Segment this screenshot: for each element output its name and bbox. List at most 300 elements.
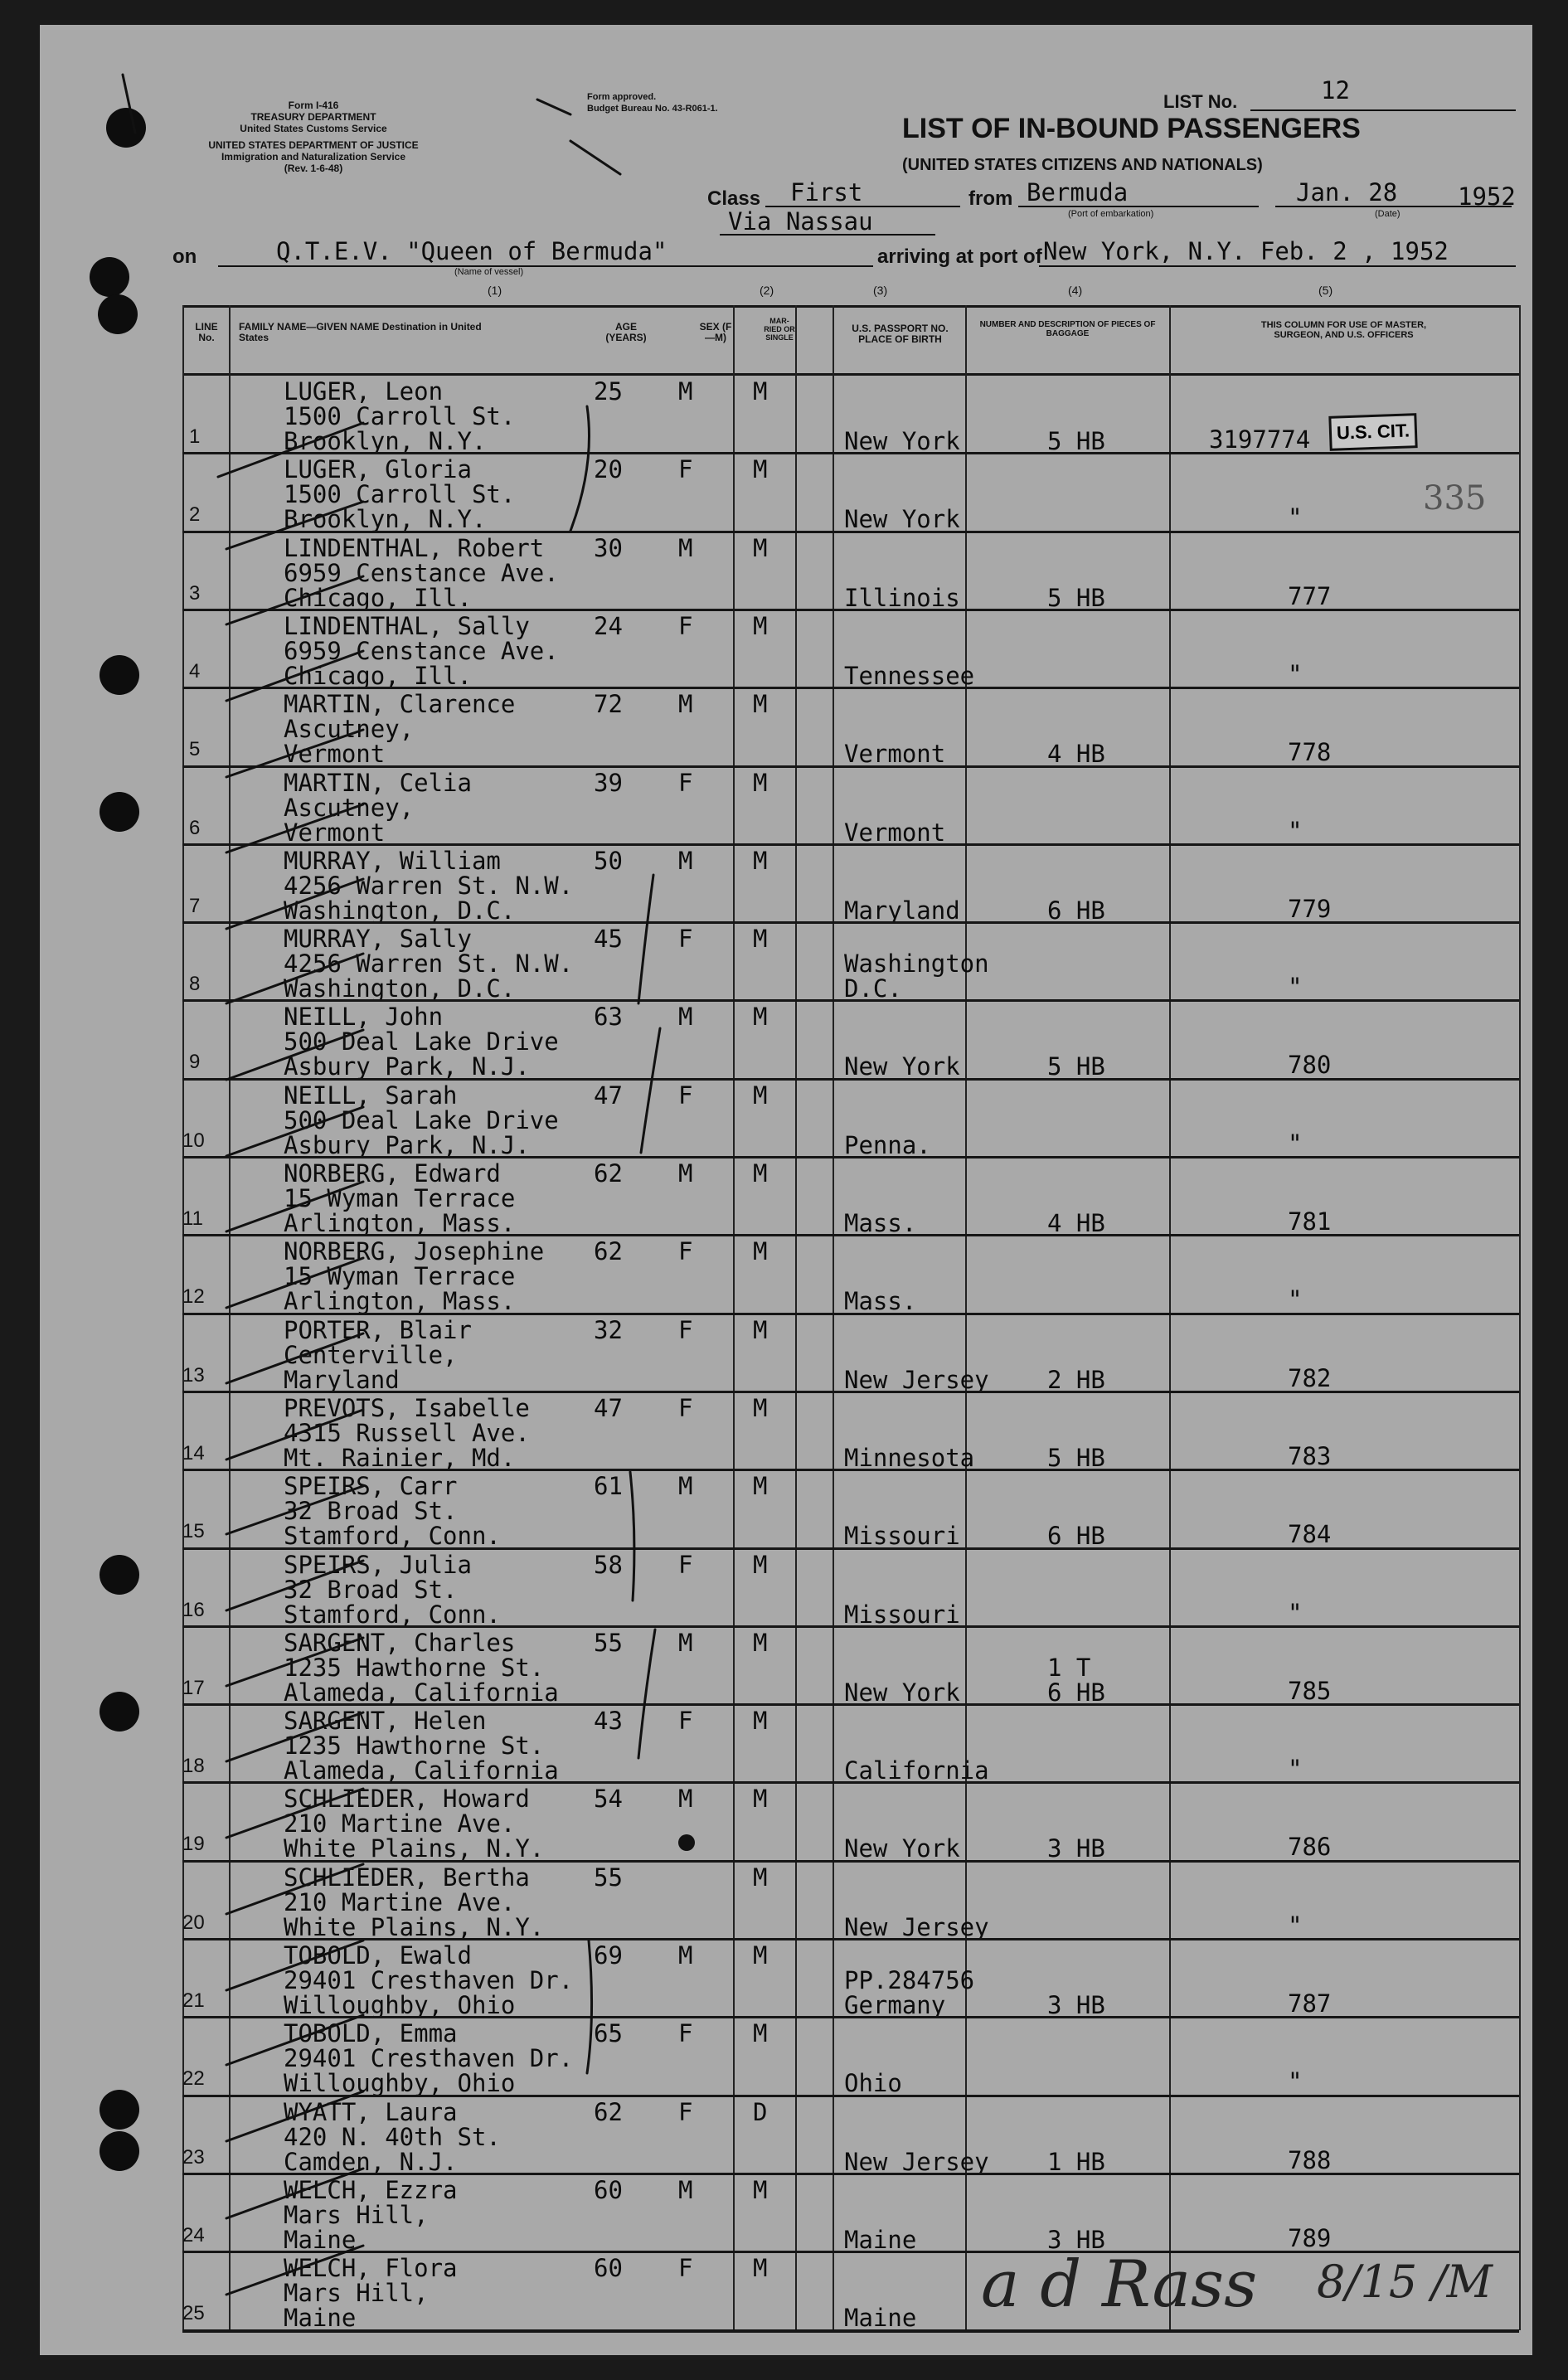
age: 39: [594, 768, 623, 797]
header-line-no: LINE No.: [195, 321, 218, 343]
marital-status: M: [753, 925, 768, 954]
passenger-name: NEILL, John: [284, 1003, 444, 1032]
line-number: 19: [182, 1833, 205, 1856]
age: 54: [594, 1785, 623, 1814]
line-number: 11: [182, 1207, 203, 1230]
sex: F: [678, 1081, 693, 1110]
sex: M: [678, 846, 693, 875]
sex: M: [678, 1785, 693, 1814]
officer-number: ": [1288, 1129, 1303, 1158]
age: 55: [594, 1863, 623, 1892]
address-city: White Plains, N.Y.: [284, 1834, 545, 1863]
row-border: [182, 1781, 1519, 1784]
officer-number: 783: [1288, 1441, 1332, 1470]
place-of-birth: New Jersey: [844, 1912, 989, 1941]
budget-bureau: Budget Bureau No. 43-R061-1.: [587, 104, 718, 114]
date-underline: [1275, 206, 1512, 207]
address-line: 1235 Hawthorne St.: [284, 1653, 545, 1682]
passenger-name: SCHLIEDER, Howard: [284, 1785, 530, 1814]
address-city: Asbury Park, N.J.: [284, 1052, 530, 1081]
row-border: [182, 921, 1519, 924]
punch-hole: [100, 2131, 139, 2171]
address-line: Mars Hill,: [284, 2200, 429, 2229]
row-border: [182, 2095, 1519, 2097]
line-number: 17: [182, 1676, 205, 1699]
passenger-name: SCHLIEDER, Bertha: [284, 1863, 530, 1892]
age: 50: [594, 846, 623, 875]
manifest-subtitle: (UNITED STATES CITIZENS AND NATIONALS): [902, 156, 1263, 174]
address-line: 6959 Censtance Ave.: [284, 558, 559, 587]
passenger-name: MARTIN, Celia: [284, 768, 472, 797]
signature-note: 8/15 /M: [1317, 2256, 1493, 2308]
row-border: [182, 1313, 1519, 1315]
line-number: 10: [182, 1129, 205, 1152]
place-of-birth: Vermont: [844, 740, 946, 769]
form-number: Form I-416: [288, 100, 339, 111]
ins-line: Immigration and Naturalization Service: [221, 151, 406, 163]
sex: F: [678, 1393, 693, 1422]
passenger-name: WELCH, Ezzra: [284, 2175, 458, 2204]
age: 72: [594, 690, 623, 719]
row-border: [182, 1547, 1519, 1550]
address-line: 15 Wyman Terrace: [284, 1262, 516, 1291]
baggage: 5 HB: [1047, 1052, 1105, 1081]
place-of-birth: New Jersey: [844, 1365, 989, 1394]
baggage: 6 HB: [1047, 1678, 1105, 1707]
passenger-name: SPEIRS, Carr: [284, 1472, 458, 1501]
date-caption: (Date): [1375, 209, 1401, 219]
line-number: 1: [189, 425, 201, 448]
age: 47: [594, 1393, 623, 1422]
officer-number: ": [1288, 503, 1303, 532]
address-line: 4256 Warren St. N.W.: [284, 871, 574, 900]
marital-status: M: [753, 2019, 768, 2048]
marital-status: M: [753, 2254, 768, 2283]
sex: M: [678, 1628, 693, 1657]
header-name: FAMILY NAME—GIVEN NAME Destination in United States: [239, 321, 482, 343]
marital-status: M: [753, 1237, 768, 1266]
address-city: Maine: [284, 2304, 357, 2333]
line-number: 4: [189, 659, 201, 682]
punch-hole: [100, 792, 139, 832]
sex: M: [678, 690, 693, 719]
sex: F: [678, 1315, 693, 1344]
officer-number: ": [1288, 973, 1303, 1002]
sex: M: [678, 2175, 693, 2204]
address-line: Ascutney,: [284, 793, 415, 822]
row-border: [182, 1860, 1519, 1863]
marital-status: D: [753, 2097, 768, 2126]
sex: F: [678, 768, 693, 797]
column-number: (3): [873, 284, 888, 297]
address-city: Willoughby, Ohio: [284, 1991, 516, 2019]
punch-hole: [98, 294, 138, 334]
address-city: Stamford, Conn.: [284, 1522, 501, 1551]
line-number: 7: [189, 894, 201, 917]
passenger-name: LUGER, Gloria: [284, 455, 472, 484]
passenger-name: SARGENT, Charles: [284, 1628, 516, 1657]
officer-number: 780: [1288, 1051, 1332, 1080]
line-number: 15: [182, 1520, 205, 1543]
age: 32: [594, 1315, 623, 1344]
line-number: 25: [182, 2302, 205, 2325]
age: 25: [594, 377, 623, 406]
date-value: Jan. 28: [1296, 178, 1398, 206]
row-border: [182, 2173, 1519, 2175]
from-label: from: [968, 187, 1013, 210]
address-city: Brooklyn, N.Y.: [284, 427, 487, 455]
sex: M: [678, 1159, 693, 1188]
address-city: Arlington, Mass.: [284, 1287, 516, 1316]
passenger-name: NORBERG, Edward: [284, 1159, 501, 1188]
age: 62: [594, 2097, 623, 2126]
row-border: [182, 531, 1519, 533]
row-border: [182, 1391, 1519, 1393]
baggage: 5 HB: [1047, 583, 1105, 612]
officer-number: ": [1288, 816, 1303, 845]
sex: M: [678, 1941, 693, 1970]
place-of-birth: Tennessee: [844, 661, 975, 690]
place-of-birth-extra: PP.284756: [844, 1966, 975, 1994]
address-line: 32 Broad St.: [284, 1575, 458, 1604]
row-border: [182, 452, 1519, 454]
address-line: 210 Martine Ave.: [284, 1809, 516, 1838]
baggage: 6 HB: [1047, 1522, 1105, 1551]
marital-status: M: [753, 533, 768, 562]
line-number: 13: [182, 1363, 205, 1387]
header-bottom-border: [182, 373, 1519, 376]
us-citizen-stamp: U.S. CIT.: [1328, 413, 1417, 451]
baggage: 4 HB: [1047, 1209, 1105, 1237]
passenger-name: NEILL, Sarah: [284, 1081, 458, 1110]
address-line: Ascutney,: [284, 715, 415, 744]
officer-number: ": [1288, 2067, 1303, 2096]
officer-number: 777: [1288, 581, 1332, 610]
passenger-name: TOBOLD, Emma: [284, 2019, 458, 2048]
manifest-title: LIST OF IN-BOUND PASSENGERS: [902, 113, 1361, 144]
baggage: 4 HB: [1047, 740, 1105, 769]
form-approved: Form approved.: [587, 92, 657, 102]
line-number: 9: [189, 1051, 201, 1074]
officer-number: 784: [1288, 1520, 1332, 1549]
age: 45: [594, 925, 623, 954]
line-number: 12: [182, 1285, 205, 1309]
column-number: (4): [1068, 284, 1083, 297]
vessel-value: Q.T.E.V. "Queen of Bermuda": [276, 237, 667, 265]
age: 69: [594, 1941, 623, 1970]
line-number: 16: [182, 1598, 205, 1621]
passenger-name: SPEIRS, Julia: [284, 1550, 472, 1579]
baggage: 5 HB: [1047, 427, 1105, 455]
place-of-birth: Maryland: [844, 896, 960, 925]
officer-number: ": [1288, 1755, 1303, 1784]
address-city: Willoughby, Ohio: [284, 2069, 516, 2098]
row-border: [182, 765, 1519, 768]
row-border: [182, 1938, 1519, 1940]
address-city: White Plains, N.Y.: [284, 1912, 545, 1941]
revision-line: (Rev. 1-6-48): [284, 163, 343, 174]
marital-status: M: [753, 1472, 768, 1501]
via-value: Via Nassau: [728, 207, 873, 236]
baggage: 1 HB: [1047, 2147, 1105, 2176]
marital-status: M: [753, 2175, 768, 2204]
address-city: Alameda, California: [284, 1756, 559, 1785]
place-of-birth: New York: [844, 1834, 960, 1863]
list-no-underline: [1250, 109, 1516, 111]
address-line: Mars Hill,: [284, 2279, 429, 2308]
line-number: 20: [182, 1911, 205, 1934]
marital-status: M: [753, 455, 768, 484]
row-border: [182, 1469, 1519, 1471]
marital-status: M: [753, 1315, 768, 1344]
baggage: 5 HB: [1047, 1443, 1105, 1472]
address-city: Vermont: [284, 740, 386, 769]
line-number: 14: [182, 1441, 205, 1464]
age: 30: [594, 533, 623, 562]
place-of-birth: Germany: [844, 1991, 946, 2019]
place-of-birth: Mass.: [844, 1287, 917, 1316]
officer-number: 789: [1288, 2223, 1332, 2252]
address-city: Maryland: [284, 1365, 400, 1394]
row-border: [182, 1625, 1519, 1628]
place-of-birth: Mass.: [844, 1209, 917, 1237]
row-border: [182, 2016, 1519, 2018]
baggage: 3 HB: [1047, 1991, 1105, 2019]
sex: F: [678, 611, 693, 640]
marital-status: M: [753, 1081, 768, 1110]
sex: M: [678, 377, 693, 406]
age: 63: [594, 1003, 623, 1032]
arrival-underline: [1039, 265, 1516, 267]
line-number: 2: [189, 503, 201, 527]
place-of-birth: Minnesota: [844, 1443, 975, 1472]
passenger-name: SARGENT, Helen: [284, 1707, 487, 1736]
page-number: 335: [1423, 479, 1487, 517]
sex: F: [678, 2097, 693, 2126]
punch-hole: [100, 655, 139, 695]
address-line: 1235 Hawthorne St.: [284, 1732, 545, 1761]
sex: F: [678, 1237, 693, 1266]
punch-hole: [90, 257, 129, 297]
officer-number: 3197774: [1209, 425, 1311, 454]
baggage: 3 HB: [1047, 2225, 1105, 2254]
header-age: AGE (YEARS): [605, 321, 647, 343]
marital-status: M: [753, 846, 768, 875]
officer-number: 779: [1288, 894, 1332, 923]
line-number: 8: [189, 973, 201, 996]
line-number: 6: [189, 816, 201, 839]
passenger-name: MARTIN, Clarence: [284, 690, 516, 719]
age: 47: [594, 1081, 623, 1110]
address-city: Alameda, California: [284, 1678, 559, 1707]
address-city: Arlington, Mass.: [284, 1209, 516, 1237]
officer-number: 781: [1288, 1207, 1332, 1236]
address-line: 4315 Russell Ave.: [284, 1418, 530, 1447]
passenger-name: PREVOTS, Isabelle: [284, 1393, 530, 1422]
row-border: [182, 2329, 1519, 2332]
line-number: 22: [182, 2067, 205, 2091]
marital-status: M: [753, 1393, 768, 1422]
address-city: Chicago, Ill.: [284, 661, 472, 690]
line-number: 3: [189, 581, 201, 605]
officer-number: 786: [1288, 1833, 1332, 1862]
officer-number: 782: [1288, 1363, 1332, 1392]
sex: F: [678, 2254, 693, 2283]
row-border: [182, 2251, 1519, 2253]
punch-hole: [100, 2090, 139, 2130]
row-border: [182, 843, 1519, 846]
column-number: (1): [488, 284, 502, 297]
address-line: 6959 Censtance Ave.: [284, 636, 559, 665]
punch-hole: [106, 108, 146, 148]
line-number: 24: [182, 2223, 205, 2246]
address-city: Washington, D.C.: [284, 974, 516, 1003]
row-border: [182, 1156, 1519, 1158]
officer-signature: a d Rass: [981, 2247, 1258, 2322]
table-top-border: [182, 305, 1519, 308]
row-border: [182, 1234, 1519, 1236]
class-value: First: [790, 178, 863, 206]
passenger-name: LUGER, Leon: [284, 377, 444, 406]
class-label: Class: [707, 187, 761, 210]
marital-status: M: [753, 1941, 768, 1970]
sex: M: [678, 1472, 693, 1501]
passenger-name: WYATT, Laura: [284, 2097, 458, 2126]
place-of-birth: California: [844, 1756, 989, 1785]
row-border: [182, 1703, 1519, 1706]
from-value: Bermuda: [1027, 178, 1129, 206]
header-sex: SEX (F—M): [699, 321, 732, 343]
row-border: [182, 687, 1519, 689]
line-number: 21: [182, 1989, 205, 2012]
column-number: (5): [1318, 284, 1333, 297]
header-officers: THIS COLUMN FOR USE OF MASTER, SURGEON, AND U.S. OFFICERS: [1260, 320, 1427, 340]
place-of-birth: New York: [844, 505, 960, 534]
marital-status: M: [753, 1707, 768, 1736]
age: 24: [594, 611, 623, 640]
officer-number: ": [1288, 1598, 1303, 1627]
address-city: Vermont: [284, 818, 386, 847]
passenger-name: TOBOLD, Ewald: [284, 1941, 472, 1970]
marital-status: M: [753, 611, 768, 640]
manifest-sheet: [40, 25, 1532, 2355]
arrival-port-value: New York, N.Y. Feb. 2 , 1952: [1043, 237, 1449, 265]
age: 61: [594, 1472, 623, 1501]
sex: M: [678, 1003, 693, 1032]
place-of-birth: Penna.: [844, 1130, 931, 1159]
address-line: 29401 Cresthaven Dr.: [284, 2044, 574, 2073]
marital-status: M: [753, 1785, 768, 1814]
marital-status: M: [753, 1003, 768, 1032]
row-border: [182, 999, 1519, 1002]
sex: F: [678, 925, 693, 954]
marital-status: M: [753, 1550, 768, 1579]
port-embark-caption: (Port of embarkation): [1068, 209, 1154, 219]
on-label: on: [172, 245, 197, 268]
officer-number: ": [1288, 1911, 1303, 1940]
address-line: 210 Martine Ave.: [284, 1887, 516, 1916]
place-of-birth: D.C.: [844, 974, 902, 1003]
passenger-name: MURRAY, Sally: [284, 925, 472, 954]
passenger-name: WELCH, Flora: [284, 2254, 458, 2283]
address-line: 500 Deal Lake Drive: [284, 1027, 559, 1056]
officer-number: 787: [1288, 1989, 1332, 2018]
line-number: 23: [182, 2145, 205, 2169]
col-divider: [1519, 305, 1521, 2330]
address-line: 420 N. 40th St.: [284, 2122, 501, 2151]
officer-number: 785: [1288, 1676, 1332, 1705]
row-border: [182, 609, 1519, 611]
passenger-name: LINDENTHAL, Sally: [284, 611, 530, 640]
officer-number: ": [1288, 659, 1303, 688]
vessel-underline: [218, 265, 873, 267]
baggage: 6 HB: [1047, 896, 1105, 925]
officer-number: 788: [1288, 2145, 1332, 2174]
passenger-name: PORTER, Blair: [284, 1315, 472, 1344]
from-underline: [1018, 206, 1259, 207]
column-number: (2): [760, 284, 774, 297]
age: 43: [594, 1707, 623, 1736]
passenger-name: NORBERG, Josephine: [284, 1237, 545, 1266]
address-line: Centerville,: [284, 1340, 458, 1369]
age: 62: [594, 1237, 623, 1266]
marital-status: M: [753, 377, 768, 406]
place-of-birth-extra: Washington: [844, 950, 989, 979]
list-no-label: LIST No.: [1163, 91, 1238, 112]
age: 60: [594, 2254, 623, 2283]
punch-hole: [100, 1555, 139, 1595]
place-of-birth: Ohio: [844, 2069, 902, 2098]
address-city: Washington, D.C.: [284, 896, 516, 925]
vessel-caption: (Name of vessel): [454, 267, 524, 277]
baggage: 3 HB: [1047, 1834, 1105, 1863]
address-line: 1500 Carroll St.: [284, 480, 516, 509]
place-of-birth: New Jersey: [844, 2147, 989, 2176]
year-value: 1952: [1458, 182, 1516, 211]
marital-status: M: [753, 768, 768, 797]
address-city: Stamford, Conn.: [284, 1600, 501, 1629]
marital-status: M: [753, 1159, 768, 1188]
age: 65: [594, 2019, 623, 2048]
sex: F: [678, 1550, 693, 1579]
place-of-birth: New York: [844, 1678, 960, 1707]
age: 55: [594, 1628, 623, 1657]
justice-dept: UNITED STATES DEPARTMENT OF JUSTICE: [208, 139, 419, 151]
row-border: [182, 1078, 1519, 1081]
address-city: Camden, N.J.: [284, 2147, 458, 2176]
address-city: Chicago, Ill.: [284, 583, 472, 612]
place-of-birth: Missouri: [844, 1600, 960, 1629]
list-no-value: 12: [1321, 76, 1350, 104]
agency-block: [164, 100, 463, 174]
header-married: MAR-RIED OR SINGLE: [764, 317, 795, 342]
line-number: 18: [182, 1755, 205, 1778]
place-of-birth: Maine: [844, 2225, 917, 2254]
address-line: 15 Wyman Terrace: [284, 1184, 516, 1212]
place-of-birth: Illinois: [844, 583, 960, 612]
sex: F: [678, 1707, 693, 1736]
header-baggage: NUMBER AND DESCRIPTION OF PIECES OF BAGGAGE: [979, 320, 1156, 338]
address-line: 29401 Cresthaven Dr.: [284, 1966, 574, 1994]
treasury-dept: TREASURY DEPARTMENT: [250, 111, 376, 123]
sex: M: [678, 533, 693, 562]
age: 58: [594, 1550, 623, 1579]
passenger-name: MURRAY, William: [284, 846, 501, 875]
marital-status: M: [753, 690, 768, 719]
officer-number: 778: [1288, 738, 1332, 767]
line-number: 5: [189, 738, 201, 761]
approval-block: [587, 91, 886, 114]
